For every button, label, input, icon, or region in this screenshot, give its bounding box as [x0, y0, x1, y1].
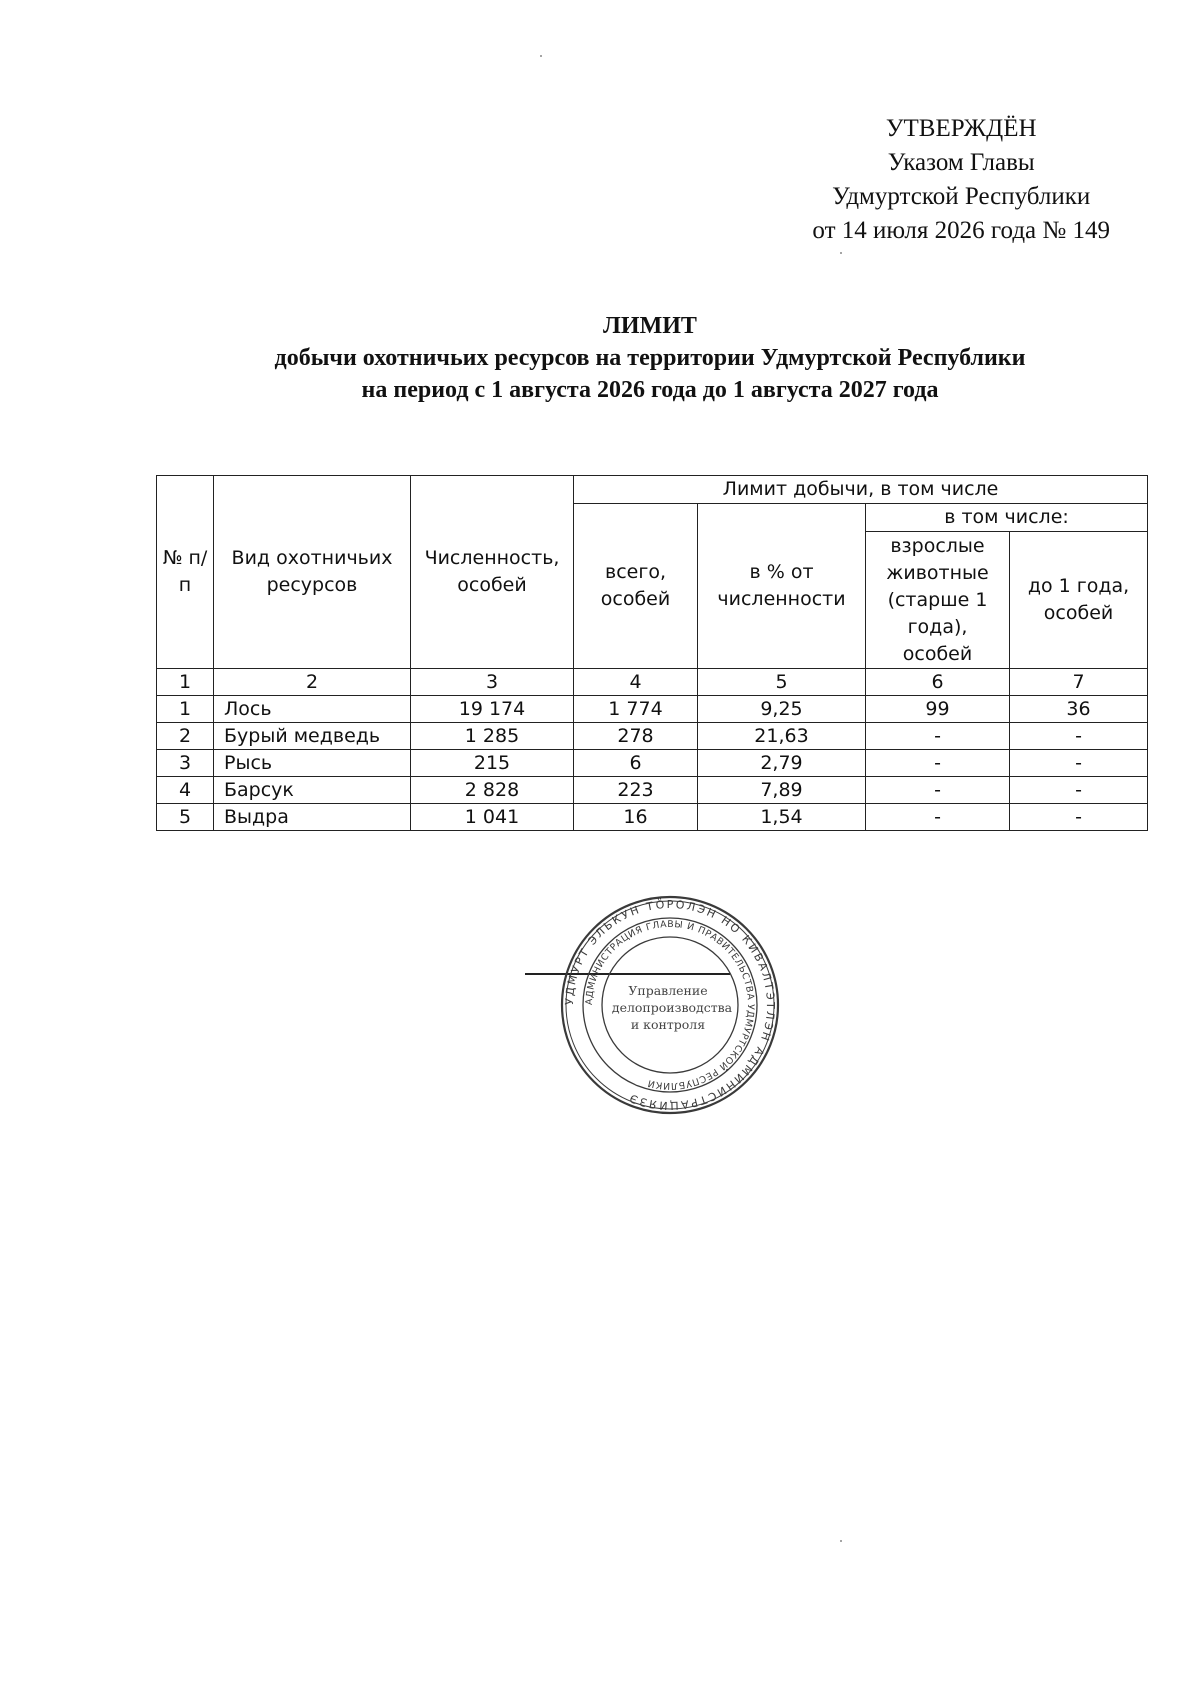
table-row — [157, 750, 1148, 777]
cell-young: - — [1010, 804, 1148, 831]
col-number: 4 — [574, 669, 698, 696]
cell-num: 4 — [157, 777, 214, 804]
document-title — [0, 310, 1200, 406]
header-total: всего, особей — [574, 504, 698, 669]
stamp-inner-path: АДМИНИСТРАЦИЯ ГЛАВЫ И ПРАВИТЕЛЬСТВА УДМУРТСКОЙ РЕСПУБЛИКИ — [583, 918, 757, 1092]
table-row — [157, 696, 1148, 723]
stamp-center-line3: и контроля — [630, 1017, 706, 1032]
table-row — [157, 804, 1148, 831]
cell-population: 2 828 — [411, 777, 574, 804]
cell-species: Выдра — [214, 804, 411, 831]
header-adults: взрослые животные (старше 1 года), особей — [866, 532, 1010, 669]
cell-species: Бурый медведь — [214, 723, 411, 750]
header-incl-group: в том числе: — [866, 504, 1148, 532]
cell-population: 19 174 — [411, 696, 574, 723]
cell-adults: - — [866, 723, 1010, 750]
limit-table — [156, 475, 1148, 831]
title-period: на период с 1 августа 2026 года до 1 августа 2027 года — [361, 377, 939, 403]
col-number: 2 — [214, 669, 411, 696]
approval-heading: УТВЕРЖДЁН — [885, 115, 1037, 142]
scan-speck — [840, 1540, 842, 1542]
cell-population: 1 285 — [411, 723, 574, 750]
cell-young: - — [1010, 777, 1148, 804]
cell-percent: 9,25 — [698, 696, 866, 723]
table-row — [157, 723, 1148, 750]
col-number: 6 — [866, 669, 1010, 696]
header-population: Численность, особей — [411, 476, 574, 669]
header-species: Вид охотничьих ресурсов — [214, 476, 411, 669]
cell-adults: 99 — [866, 696, 1010, 723]
header-young: до 1 года, особей — [1010, 532, 1148, 669]
col-number: 1 — [157, 669, 214, 696]
stamp-center-line2: делопроизводства — [611, 1000, 733, 1015]
stamp-outer-path: УДМУРТ ЭЛЬКУН ТӦРОЛЭН НО КИВАЛТЭТЛЭН АДМИНИСТРАЦИЯЗЭ — [562, 897, 778, 1113]
cell-adults: - — [866, 750, 1010, 777]
header-num: № п/п — [157, 476, 214, 669]
cell-adults: - — [866, 804, 1010, 831]
cell-percent: 7,89 — [698, 777, 866, 804]
cell-total: 1 774 — [574, 696, 698, 723]
header-limit-group: Лимит добычи, в том числе — [574, 476, 1148, 504]
col-number: 5 — [698, 669, 866, 696]
header-row-1 — [157, 476, 1148, 504]
col-number: 7 — [1010, 669, 1148, 696]
cell-young: - — [1010, 750, 1148, 777]
approval-block — [812, 112, 1110, 248]
cell-adults: - — [866, 777, 1010, 804]
cell-population: 215 — [411, 750, 574, 777]
approval-by-decree: Указом Главы — [887, 149, 1035, 176]
cell-num: 3 — [157, 750, 214, 777]
header-percent: в % от численности — [698, 504, 866, 669]
cell-total: 16 — [574, 804, 698, 831]
cell-population: 1 041 — [411, 804, 574, 831]
cell-num: 1 — [157, 696, 214, 723]
stamp-center-line1: Управление — [628, 983, 708, 998]
cell-species: Барсук — [214, 777, 411, 804]
cell-young: - — [1010, 723, 1148, 750]
cell-num: 2 — [157, 723, 214, 750]
cell-percent: 2,79 — [698, 750, 866, 777]
approval-republic: Удмуртской Республики — [832, 183, 1091, 210]
official-seal-stamp — [560, 895, 780, 1115]
title-subject: добычи охотничьих ресурсов на территории Удмуртской Республики — [274, 345, 1026, 371]
cell-young: 36 — [1010, 696, 1148, 723]
cell-species: Рысь — [214, 750, 411, 777]
col-number: 3 — [411, 669, 574, 696]
cell-species: Лось — [214, 696, 411, 723]
cell-total: 278 — [574, 723, 698, 750]
table-row — [157, 777, 1148, 804]
scan-speck — [840, 252, 842, 254]
approval-date-number: от 14 июля 2026 года № 149 — [812, 217, 1110, 244]
cell-num: 5 — [157, 804, 214, 831]
cell-percent: 1,54 — [698, 804, 866, 831]
title-main: ЛИМИТ — [603, 313, 697, 339]
cell-percent: 21,63 — [698, 723, 866, 750]
scan-speck — [540, 55, 542, 57]
cell-total: 223 — [574, 777, 698, 804]
cell-total: 6 — [574, 750, 698, 777]
column-numbers-row — [157, 669, 1148, 696]
